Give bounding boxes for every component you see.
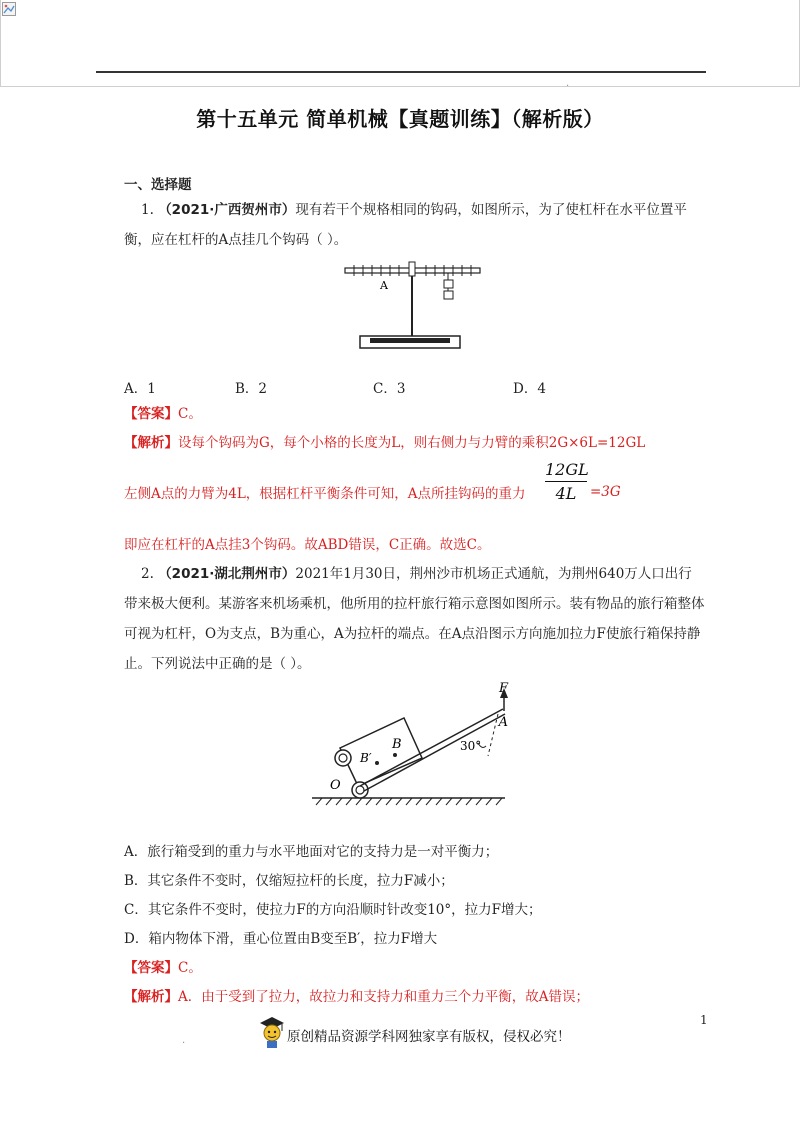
section-heading: 一、选择题 bbox=[124, 177, 192, 193]
q2-source: （2021·湖北荆州市） bbox=[158, 566, 296, 582]
q2-option-a[interactable]: A．旅行箱受到的重力与水平地面对它的支持力是一对平衡力； bbox=[124, 844, 499, 860]
q1-answer bbox=[124, 404, 202, 424]
broken-image-icon bbox=[2, 2, 16, 16]
q1-option-c[interactable]: C．3 bbox=[373, 381, 406, 397]
q1-analysis-line2: 左侧A点的力臂为4L，根据杠杆平衡条件可知，A点所挂钩码的重力 bbox=[124, 486, 526, 502]
header-dot: . bbox=[566, 78, 570, 89]
q1-line1 bbox=[141, 200, 687, 220]
q2-line1 bbox=[141, 564, 692, 584]
q2-option-b[interactable]: B．其它条件不变时，仅缩短拉杆的长度，拉力F减小； bbox=[124, 873, 454, 889]
figure-label-o: O bbox=[330, 778, 341, 793]
figure-label-a: A bbox=[498, 715, 508, 730]
q2-analysis-tag: 【解析】 bbox=[124, 989, 178, 1005]
q1-text: 现有若干个规格相同的钩码，如图所示，为了使杠杆在水平位置平 bbox=[295, 202, 687, 218]
q1-line2: 衡，应在杠杆的A点挂几个钩码（ ）。 bbox=[124, 232, 348, 248]
q2-answer bbox=[124, 958, 202, 978]
q1-fraction bbox=[545, 460, 587, 503]
scholar-mascot-icon bbox=[258, 1015, 286, 1049]
q1-option-b[interactable]: B．2 bbox=[235, 381, 268, 397]
q1-option-d[interactable]: D．4 bbox=[513, 381, 546, 397]
figure-label-b: B bbox=[392, 737, 402, 752]
footer-copyright: 原创精品资源学科网独家享有版权，侵权必究！ bbox=[287, 1029, 571, 1045]
q2-text: 2021年1月30日，荆州沙市机场正式通航，为荆州640万人口出行 bbox=[295, 566, 692, 582]
q1-analysis-line3: 即应在杠杆的A点挂3个钩码。故ABD错误，C正确。故选C。 bbox=[124, 537, 491, 553]
page-header-frame bbox=[0, 0, 800, 87]
q1-fraction-numerator: 12GL bbox=[545, 460, 587, 482]
q1-answer-tag: 【答案】 bbox=[124, 406, 178, 422]
q1-analysis-line1 bbox=[124, 433, 645, 453]
q2-analysis-text1: A．由于受到了拉力，故拉力和支持力和重力三个力平衡，故A错误； bbox=[178, 989, 589, 1005]
header-rule bbox=[96, 71, 706, 73]
q2-line4: 止。下列说法中正确的是（ ）。 bbox=[124, 656, 311, 672]
figure-angle-label: 30° bbox=[460, 739, 482, 753]
q2-line3: 可视为杠杆，O为支点，B为重心，A为拉杆的端点。在A点沿图示方向施加拉力F使旅行箱保持静 bbox=[124, 626, 701, 642]
q1-option-a[interactable]: A．1 bbox=[124, 381, 156, 397]
q2-analysis-line1 bbox=[124, 987, 589, 1007]
q2-answer-value: C。 bbox=[178, 960, 202, 976]
figure-label-f: F bbox=[499, 681, 509, 696]
q1-analysis-text1: 设每个钩码为G，每个小格的长度为L，则右侧力与力臂的乘积2G×6L=12GL bbox=[178, 435, 646, 451]
q2-line2: 带来极大便利。某游客来机场乘机，他所用的拉杆旅行箱示意图如图所示。装有物品的旅行箱整体 bbox=[124, 596, 705, 612]
q2-answer-tag: 【答案】 bbox=[124, 960, 178, 976]
q1-fraction-result: =3G bbox=[590, 484, 621, 500]
lever-label-a: A bbox=[380, 279, 388, 292]
q1-analysis-tag: 【解析】 bbox=[124, 435, 178, 451]
q2-option-c[interactable]: C．其它条件不变时，使拉力F的方向沿顺时针改变10°，拉力F增大； bbox=[124, 902, 542, 918]
figure-label-b-prime: B′ bbox=[360, 751, 372, 765]
suitcase-figure bbox=[310, 680, 510, 810]
q1-number: 1. bbox=[141, 202, 154, 218]
q2-number: 2. bbox=[141, 566, 154, 582]
q2-option-d[interactable]: D．箱内物体下滑，重心位置由B变至B′，拉力F增大 bbox=[124, 931, 438, 947]
page-number: 1 bbox=[700, 1013, 708, 1027]
q1-fraction-denominator: 4L bbox=[555, 484, 577, 503]
page-title: 第十五单元 简单机械【真题训练】（解析版） bbox=[196, 107, 604, 131]
lever-figure bbox=[340, 258, 490, 353]
footer-dot: . bbox=[182, 1035, 186, 1046]
q1-answer-value: C。 bbox=[178, 406, 202, 422]
q1-source: （2021·广西贺州市） bbox=[158, 202, 296, 218]
